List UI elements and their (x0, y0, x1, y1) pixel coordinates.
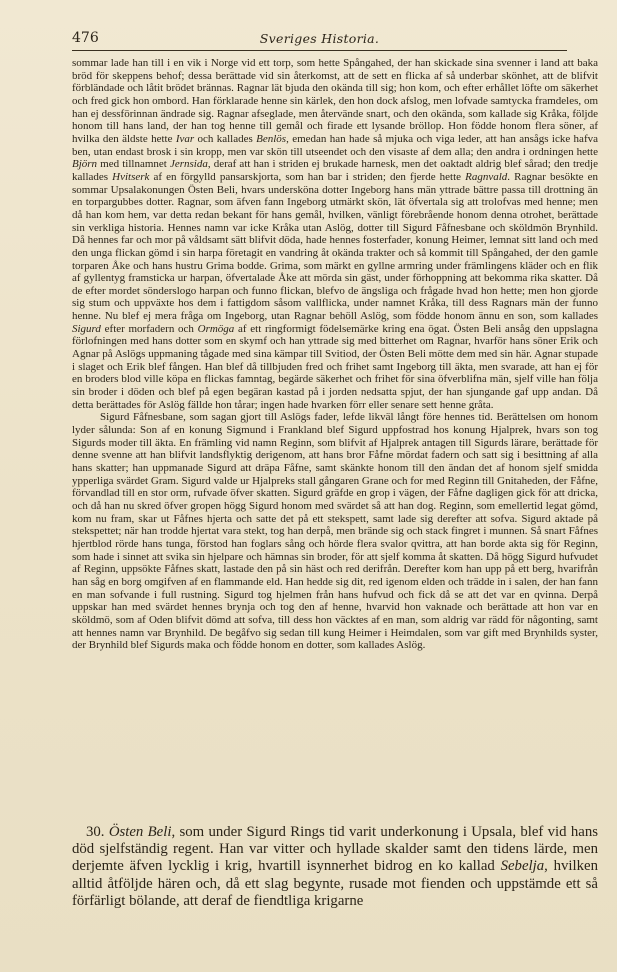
paragraph-ragnar-aslog: sommar lade han till i en vik i Norge vid ett torp, som hette Spångahed, der han skickade sina svenner i land att baka bröd för skeppens behof; dessa berättade vid sin återkomst, att de sett en flicka af så underbar skönhet, att de blifvit förbländade och låtit brödet brännas. Ragnar lät bjuda den okända till sig; hon kom, och efter erhållet löfte om säkerhet och fred gick hon ombord. Han förklarade henne sin kärlek, den hon dock afslog, men lofvade samtycka framdeles, om han ej dessförinnan ändrade sig. Ragnar afseglade, men återvände snart, och den okända, som kallade sig Kråka, följde honom till hans land, der han tog henne till gemål och firade ett lysande bröllop. Hon födde honom flera söner, af hvilka den äldste hette Ivar och kallades Benlös, emedan han hade så mjuka och viga leder, att han ansågs icke hafva ben, utan endast brosk i sin kropp, men var skön till utseendet och den visaste af dem alla; den andra i ordningen hette Björn med tillnamnet Jernsida, deraf att han i striden ej brukade harnesk, men det oaktadt aldrig blef sårad; den tredje kallades Hvitserk af en förgylld pansarskjorta, som han bar i striden; den fjerde hette Ragnvald. Ragnar besökte en sommar Upsalakonungen Östen Beli, hvars undersköna dotter Ingeborg hans män yttrade bättre passa till drottning än en torpargubbes dotter. Ragnar, som äfven fann Ingeborg utmärkt skön, lät öfvertala sig att trolofvas med henne; men då han kom hem, var detta redan bekant för hans gemål, hvilken, vänligt förebrående honom denna otrohet, berättade sin verkliga historia. Hennes namn var icke Kråka utan Aslög, dotter till Sigurd Fåfnesbane och sköldmön Brynhild. Då hennes far och mor på våldsamt sätt blifvit döda, hade hennes fosterfader, konung Heimer, lemnat sitt land och med den unga flickan gömd i sin harpa företagit en vandring åt okända trakter och så kommit till Spångahed, der den gamle torparen Åke och hans hustru Grima bodde. Grima, som märkt en gyllne armring under främlingens kläder och en flik af gyllentyg framsticka ur harpan, öfvertalade Åke att mörda sin gäst, under förhoppning att bekomma rika skatter. Då de efter mordet sönderslogo harpan och funno flickan, blefvo de ängsliga och frågade hvad hon hette; men hon gjorde sig stum och uppväxte hos dem i fattigdom såsom vallflicka, under namnet Kråka, till dess Ragnars män der funno henne. Nu blef ej mera fråga om Ingeborg, utan Ragnar behöll Aslög, som födde honom ännu en son, som kallades Sigurd efter morfadern och Ormöga af ett ringformigt födelsemärke kring ena ögat. Östen Beli ansåg den uppslagna förlofningen med hans dotter som en skymf och han yttrade sig med bitterhet om Ragnar, hvarför hans söner Erik och Agnar på Aslögs uppmaning tågade med sina kämpar till Svitiod, der Östen Beli mötte dem med sin här. Agnar stupade i slaget och Erik blef fången. Han blef då tillbjuden fred och frihet samt Ingeborg till äkta, men svarade, att han ej för en broders blod ville köpa en flickas famntag, begärde säkerhet och frihet för sina öfverblifna män, sjelf ville han följa sin broder i döden och blef på egen begäran kastad på i jorden nedsatta spjut, der han sjungande gaf upp andan. Då detta berättades för Aslög fällde hon tårar; ingen hade hvarken förr eller senare sett henne gråta. (72, 57, 599, 411)
name-bjorn: Björn (72, 158, 98, 171)
name-jernsida: Jernsida (169, 158, 208, 171)
name-ragnvald: Ragnvald (465, 170, 508, 183)
section-30 (72, 824, 598, 910)
name-sebelja: Sebelja (500, 858, 545, 875)
name-hvitserk: Hvitserk (112, 170, 150, 183)
section-number: 30. (86, 824, 105, 840)
page-number: 476 (72, 30, 99, 46)
name-sigurd: Sigurd (72, 322, 101, 335)
name-benlos: Benlös (256, 132, 287, 145)
running-head (72, 30, 567, 51)
name-osten-beli: Östen Beli (108, 824, 172, 840)
running-title: Sveriges Historia. (259, 31, 380, 46)
name-ivar: Ivar (175, 132, 195, 145)
small-print-body (72, 57, 598, 652)
section-30-paragraph: 30. Östen Beli, som under Sigurd Rings tid varit underkonung i Upsala, blef vid hans död sjelfständig regent. Han var vitter och hyllade skalder samt den tidens lärde, men derjemte äfven lycklig i krig, hvartill isynnerhet bidrog en ko kallad Sebelja, hvilken alltid åtföljde hären och, då ett slag begynte, rusade mot fienden och uppstämde ett så förfärligt bölande, att deraf de fiendtliga krigarne (72, 824, 598, 909)
paragraph-sigurd-fafnesbane: Sigurd Fåfnesbane, som sagan gjort till Aslögs fader, lefde likväl långt före hennes tid. Berättelsen om honom lyder sålunda: Son af en konung Sigmund i Frankland blef Sigurd uppfostrad hos konung Hjalprek, hvars son tog Sigurds moder till äkta. En främling vid namn Reginn, som blifvit af Hjalprek antagen till Sigurds lärare, berättade för denne svenne att han blifvit landsflyktig derigenom, att hans bror Fåfne mördat fadern och satt sig i besittning af alla hans skatter; han uppmanade Sigurd att dräpa Fåfne, samt skänkte honom till den ändan det af honom sjelf smidda ypperliga svärdet Gram. Sigurd valde ur Hjalpreks stall gångaren Grane och for med Reginn till Gnitaheden, der Fåfne, förvandlad till en stor orm, rufvade öfver skatten. Sigurd gräfde en grop i vägen, der Fåfne dagligen gick för att dricka, och då han nu skred öfver gropen högg Sigurd honom med svärdet så att han dog. Reginn, som emellertid legat gömd, kom nu fram, skar ut Fåfnes hjerta och satte det på ett stekspett, samt lade sig derefter att sofva. Sigurd aktade på stekspettet; när han trodde hjertat vara stekt, tog han derpå, men brände sig och stack fingret i munnen. Så snart Fåfnes hjertblod rörde hans tunga, förstod han foglars sång och hörde flera svalor qvittra, att han borde akta sig för Reginn, som hade i sinnet att svika sin hjelpare och hämnas sin broder, för att sjelf komma åt skatten. Då högg Sigurd hufvudet af Reginn, uppsökte Fåfnes skatt, lastade den på sin häst och red derifrån. Derefter kom han upp på ett berg, hvarifrån han såg en borg omgifven af en flammande eld. Han hedde sig dit, red igenom elden och trädde in i salen, der han fann en man sofvande i full rustning. Sigurd tog hjelmen från hans hufvud och fick då se att det var en qvinna. Derpå uppskar han med svärdet hennes brynja och tog den af henne, hvarvid hon vaknade och berättade att hon var en sköldmö, som af Oden blifvit dömd att sofva, till dess hon väcktes af en man, som aldrig var rädd för någonting, samt att hennes namn var Brynhild. De begåfvo sig sedan till kung Heimer i Heimdalen, som var gift med Brynhilds syster, der Brynhild blef Sigurds maka och födde honom en dotter, som kallades Aslög. (72, 411, 598, 652)
name-ormoga: Ormöga (197, 322, 235, 335)
